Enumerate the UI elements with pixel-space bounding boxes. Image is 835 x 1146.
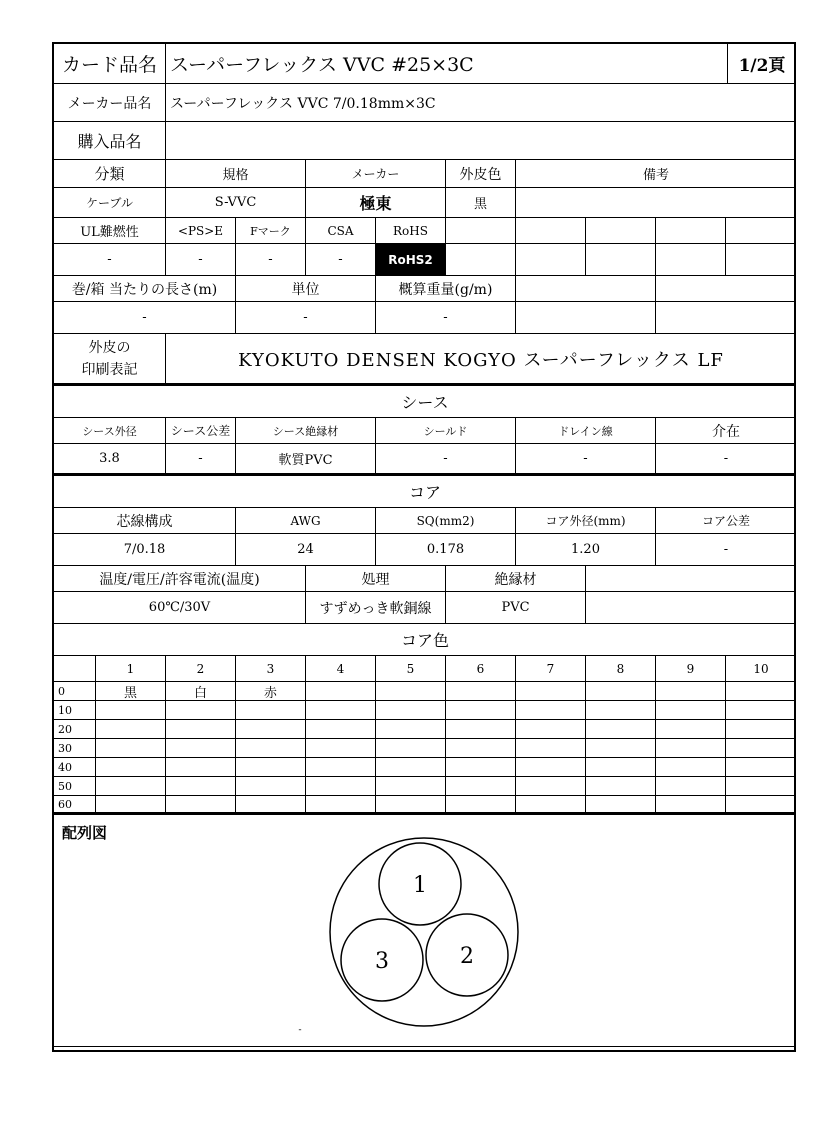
sheath-drain-header: ドレイン線: [516, 418, 656, 444]
color-column-header: 7: [516, 656, 586, 682]
bottom-divider: [54, 1046, 796, 1047]
sheath-tolerance-value: -: [166, 444, 236, 476]
cert-pse-value: -: [166, 244, 236, 276]
color-column-header: 4: [306, 656, 376, 682]
color-cell: 黒: [96, 682, 166, 701]
sheath-drain-value: -: [516, 444, 656, 476]
color-column-header: 10: [726, 656, 796, 682]
core-construction-value: 7/0.18: [54, 534, 236, 566]
cert-csa-header: CSA: [306, 218, 376, 244]
core-construction-header: 芯線構成: [54, 508, 236, 534]
spec-sheath-color-header: 外皮色: [446, 160, 516, 188]
core-insulation-header: 絶縁材: [446, 566, 586, 592]
core-awg-header: AWG: [236, 508, 376, 534]
color-column-header: 1: [96, 656, 166, 682]
spec-standard-header: 規格: [166, 160, 306, 188]
pack-unit-header: 単位: [236, 276, 376, 302]
pack-weight-header: 概算重量(g/m): [376, 276, 516, 302]
color-row-label: 10: [54, 701, 96, 720]
spec-category-header: 分類: [54, 160, 166, 188]
card-name-value: スーパーフレックス VVC #25×3C: [166, 44, 728, 84]
core-od-header: コア外径(mm): [516, 508, 656, 534]
core-treatment-header: 処理: [306, 566, 446, 592]
core-2-label: 2: [460, 944, 474, 969]
pack-weight-value: -: [376, 302, 516, 334]
color-column-header: 2: [166, 656, 236, 682]
core-temp-value: 60℃/30V: [54, 592, 306, 624]
spec-category-value: ケーブル: [54, 188, 166, 218]
cert-pse-header: <PS>E: [166, 218, 236, 244]
core-3-label: 3: [375, 949, 389, 974]
arrangement-diagram: [54, 44, 796, 1050]
arrangement-diagram-title: 配列図: [62, 824, 108, 842]
sheath-filler-value: -: [656, 444, 796, 476]
print-marking-label-line2: 印刷表記: [81, 361, 138, 378]
color-column-header: 8: [586, 656, 656, 682]
core-tolerance-header: コア公差: [656, 508, 796, 534]
color-column-header: 6: [446, 656, 516, 682]
color-row-label: 0: [54, 682, 96, 701]
core-section-title: コア: [54, 476, 796, 508]
color-row-label: 40: [54, 758, 96, 777]
spec-remarks-header: 備考: [516, 160, 796, 188]
core-color-section-title: コア色: [54, 624, 796, 656]
rohs2-badge: RoHS2: [376, 244, 445, 275]
color-column-header: 3: [236, 656, 306, 682]
sheath-tolerance-header: シース公差: [166, 418, 236, 444]
card-name-label: カード品名: [54, 44, 166, 84]
color-column-header: 5: [376, 656, 446, 682]
color-row-label: 30: [54, 739, 96, 758]
core-awg-value: 24: [236, 534, 376, 566]
sheath-shield-value: -: [376, 444, 516, 476]
color-row-label: 50: [54, 777, 96, 796]
sheath-insulation-value: 軟質PVC: [236, 444, 376, 476]
purchase-name-label: 購入品名: [54, 122, 166, 160]
core-insulation-value: PVC: [446, 592, 586, 624]
cert-fmark-header: Fマーク: [236, 218, 306, 244]
product-card-sheet: [52, 42, 796, 1052]
core-treatment-value: すずめっき軟銅線: [306, 592, 446, 624]
spec-maker-value: 極東: [306, 188, 446, 218]
sheath-od-value: 3.8: [54, 444, 166, 476]
cert-csa-value: -: [306, 244, 376, 276]
core-temp-header: 温度/電圧/許容電流(温度): [54, 566, 306, 592]
color-row-label: 60: [54, 796, 96, 815]
core-sq-value: 0.178: [376, 534, 516, 566]
page-number: 1/2頁: [728, 44, 796, 84]
cert-ul-value: -: [54, 244, 166, 276]
sheath-shield-header: シールド: [376, 418, 516, 444]
cert-fmark-value: -: [236, 244, 306, 276]
spec-maker-header: メーカー: [306, 160, 446, 188]
color-column-header: 9: [656, 656, 726, 682]
diagram-footnote: -: [298, 1025, 302, 1035]
cert-ul-header: UL難燃性: [54, 218, 166, 244]
spec-standard-value: S-VVC: [166, 188, 306, 218]
print-marking-label-line1: 外皮の: [88, 339, 131, 356]
maker-name-value: スーパーフレックス VVC 7/0.18mm×3C: [166, 84, 796, 122]
color-row-label: 20: [54, 720, 96, 739]
core-tolerance-value: -: [656, 534, 796, 566]
core-od-value: 1.20: [516, 534, 656, 566]
sheath-od-header: シース外径: [54, 418, 166, 444]
sheath-insulation-header: シース絶縁材: [236, 418, 376, 444]
sheath-filler-header: 介在: [656, 418, 796, 444]
pack-unit-value: -: [236, 302, 376, 334]
pack-length-value: -: [54, 302, 236, 334]
core-sq-header: SQ(mm2): [376, 508, 516, 534]
sheath-section-title: シース: [54, 386, 796, 418]
spec-sheath-color-value: 黒: [446, 188, 516, 218]
sheath-outline: [330, 838, 518, 1026]
color-cell: 白: [166, 682, 236, 701]
color-cell: 赤: [236, 682, 306, 701]
cert-rohs-header: RoHS: [376, 218, 446, 244]
maker-name-label: メーカー品名: [54, 84, 166, 122]
pack-length-header: 巻/箱 当たりの長さ(m): [54, 276, 236, 302]
core-1-label: 1: [413, 873, 427, 898]
print-marking-text: KYOKUTO DENSEN KOGYO スーパーフレックス LF: [166, 334, 796, 386]
